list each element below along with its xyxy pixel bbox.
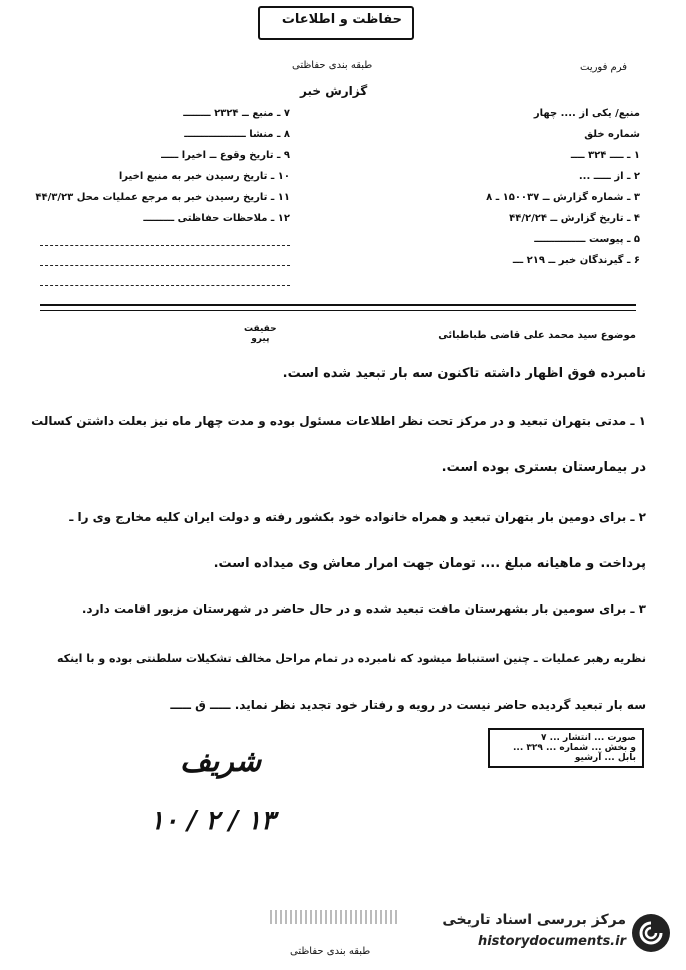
archive-logo-glyph-icon [638,920,664,946]
classification-bottom: طبقه بندی حفاظتی [290,946,371,957]
fields-right [420,108,640,276]
subject-line [280,330,636,341]
field-right-3: ۲ ـ از ـــــ ... [578,171,640,182]
body-line-4: پرداخت و ماهیانه مبلغ .... تومان جهت امرار معاش وی میداده است. [213,556,646,571]
watermark-title: مرکز بررسی اسناد تاریخی [442,912,626,928]
footer-stamp-faint [270,910,400,924]
archive-stamp-line2: و بخش ... شماره ... ۳۲۹ ... بابل ... آرشیو [513,743,636,763]
field-right-5: ۴ ـ تاریخ گزارش ــ ۴۴/۲/۲۴ [509,213,640,224]
blank-line [40,284,290,286]
body-line-6: نظریه رهبر عملیات ـ چنین استنباط میشود که نامبرده در تمام مراحل مخالف تشکیلات سلطنتی بوده و با اینکه [56,652,646,665]
subject-side [244,324,277,344]
field-right-1: شماره خلق [584,129,640,140]
archive-stamp-line1: صورت ... انتشار ... ۷ [541,733,636,743]
field-left-3: ۱۰ ـ تاریخ رسیدن خبر به منبع اخیرا [118,171,290,182]
subject-label: موضوع [600,330,636,341]
field-right-4: ۳ ـ شماره گزارش ــ ۱۵۰۰۳۷ ـ ۸ [486,192,640,203]
field-left-1: ۸ ـ منشا ــــــــــــــــــ [184,129,290,140]
report-title: گزارش خبر [300,84,368,98]
field-left-5: ۱۲ ـ ملاحظات حفاظتی ـــــــــ [143,213,290,224]
watermark [404,906,676,962]
body-line-5: ۳ ـ برای سومین بار بشهرستان مافت تبعید شده و در حال حاضر در شهرستان مزبور اقامت دارد. [81,602,646,616]
top-stamp [258,6,414,40]
form-urgency: فرم فوریت [580,62,628,73]
divider-rule-thin [40,310,636,311]
subject-side-bottom: پیرو [251,334,270,344]
body-line-3: ۲ ـ برای دومین بار بتهران تبعید و همراه خانواده خود بکشور رفته و دولت ایران کلیه مخارج وی را ـ [69,510,646,524]
field-right-2: ۱ ـ ــــ ۳۲۴ ــــ [570,150,640,161]
archive-logo-icon [632,914,670,952]
field-left-4: ۱۱ ـ تاریخ رسیدن خبر به مرجع عملیات محل ۴۴/۳/۲۳ [35,192,290,203]
blank-line [40,264,290,266]
field-right-6: ۵ ـ پیوست ـــــــــــــــ [534,234,640,245]
watermark-url: historydocuments.ir [477,934,626,949]
top-stamp-text: حفاظت و اطلاعات [281,12,402,27]
divider-rule [40,304,636,306]
field-right-0: منبع/ یکی از .... چهار [533,108,640,119]
archive-stamp [488,728,644,768]
field-right-7: ۶ ـ گیرندگان خبر ــ ۲۱۹ ـــ [512,255,640,266]
subject-text: سید محمد علی قاضی طباطبائی [438,330,598,341]
body-line-7: سه بار تبعید گردیده حاضر نیست در رویه و رفتار خود تجدید نظر نماید. ـــــ ق ـــــ [170,698,646,712]
subject-side-top: حقیقت [244,324,277,334]
signature-1: شریف [180,744,262,779]
body-line-1: ۱ ـ مدتی بتهران تبعید و در مرکز تحت نظر اطلاعات مسئول بوده و مدت چهار ماه نیز بعلت داشتن کسالت [31,414,646,428]
field-left-2: ۹ ـ تاریخ وقوع ــ اخیرا ـــــ [161,150,290,161]
body-line-2: در بیمارستان بستری بوده است. [441,460,646,475]
field-left-0: ۷ ـ منبع ــ ۲۳۲۴ ــــــــ [183,108,290,119]
body-line-0: نامبرده فوق اظهار داشته تاکنون سه بار تبعید شده است. [282,366,646,381]
blank-line [40,244,290,246]
signature-2: ۱۰ / ۲ / ۱۳ [150,806,276,836]
classification-top: طبقه بندی حفاظتی [292,60,373,71]
fields-left [35,108,290,234]
